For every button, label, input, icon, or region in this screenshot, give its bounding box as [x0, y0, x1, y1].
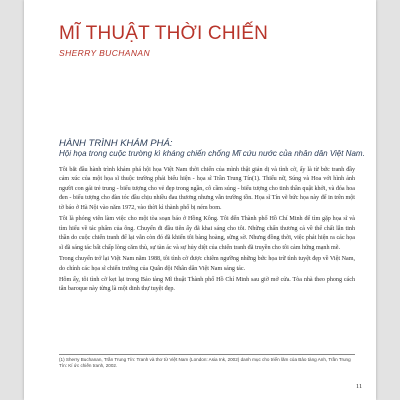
body-text	[59, 166, 355, 297]
book-page	[24, 0, 376, 400]
paragraph: Hôm ấy, tôi tình cờ kẹt lại trong Bảo tàng Mĩ thuật Thành phố Hồ Chí Minh sau giờ mở cửa. Tòa nhà theo phong cách tân baroque này từng là một dinh thự tuyệt đẹp.	[59, 276, 355, 293]
chapter-title: MĨ THUẬT THỜI CHIẾN	[59, 23, 269, 44]
paragraph: Tôi bắt đầu hành trình khám phá hội họa Việt Nam thời chiến của mình thật giản dị và tình cờ, ấy là từ bức tranh đầy cảm xúc của một họa sĩ thuộc trường phái biểu hiện - họa sĩ Trần Trung Tín(1). Thiếu nữ, Súng và Hoa với hình ảnh người con gái trẻ trung - biểu tượng cho vẻ đẹp trong ngần, cô cầm súng - biểu tượng cho tinh thần quật khởi, và đóa hoa đen - biểu tượng cho đàn tóc đầu chịu nhiều đau thương nhưng vẫn trường tồn. Họa sĩ Tín vẽ bức họa này để in trên một tờ báo ở Hà Nội vào năm 1972, vào thời kì thành phố bị ném bom.	[59, 167, 355, 211]
paragraph: Tôi là phóng viên làm việc cho một tòa soạn báo ở Hồng Kông. Tôi đến Thành phố Hồ Chí Minh để tìm gặp họa sĩ và tìm hiểu về tác phẩm của ông. Chuyến đi đầu tiên ấy đã khai sáng cho tôi. Những chấn thương cả về thể chất lẫn tinh thần do cuộc chiến tranh để lại vẫn còn đó đã khiến tôi bàng hoàng, sững sờ. Nhưng đồng thời, việc phát hiện ra các họa sĩ đã sáng tác bất chấp lòng căm thù, sự tàn ác và sự hủy diệt của chiến tranh đã truyền cho tôi cảm hứng mạnh mẽ.	[59, 216, 355, 251]
author-name: SHERRY BUCHANAN	[59, 48, 151, 58]
paragraph: Trong chuyến trở lại Việt Nam năm 1988, tôi tình cờ được chiêm ngưỡng những bức họa trữ tình tuyệt đẹp về Việt Nam, do chính các họa sĩ chiến trường của Quân đội Nhân dân Việt Nam sáng tác.	[59, 256, 355, 272]
footnote: (1) Sherry Buchanan, Trần Trung Tín: Tranh và thơ từ Việt Nam (London: Asia Ink, 2002) danh mục cho triển lãm của Bảo tàng Anh, Trần Trung Tín: Kí ức chiến tranh, 2002.	[59, 357, 351, 369]
section-subheading: Hội họa trong cuộc trường kì kháng chiến chống Mĩ cứu nước của nhân dân Việt Nam.	[59, 149, 365, 158]
footnote-divider	[59, 354, 355, 355]
section-heading: HÀNH TRÌNH KHÁM PHÁ:	[59, 138, 173, 149]
page-number: 11	[356, 383, 363, 390]
